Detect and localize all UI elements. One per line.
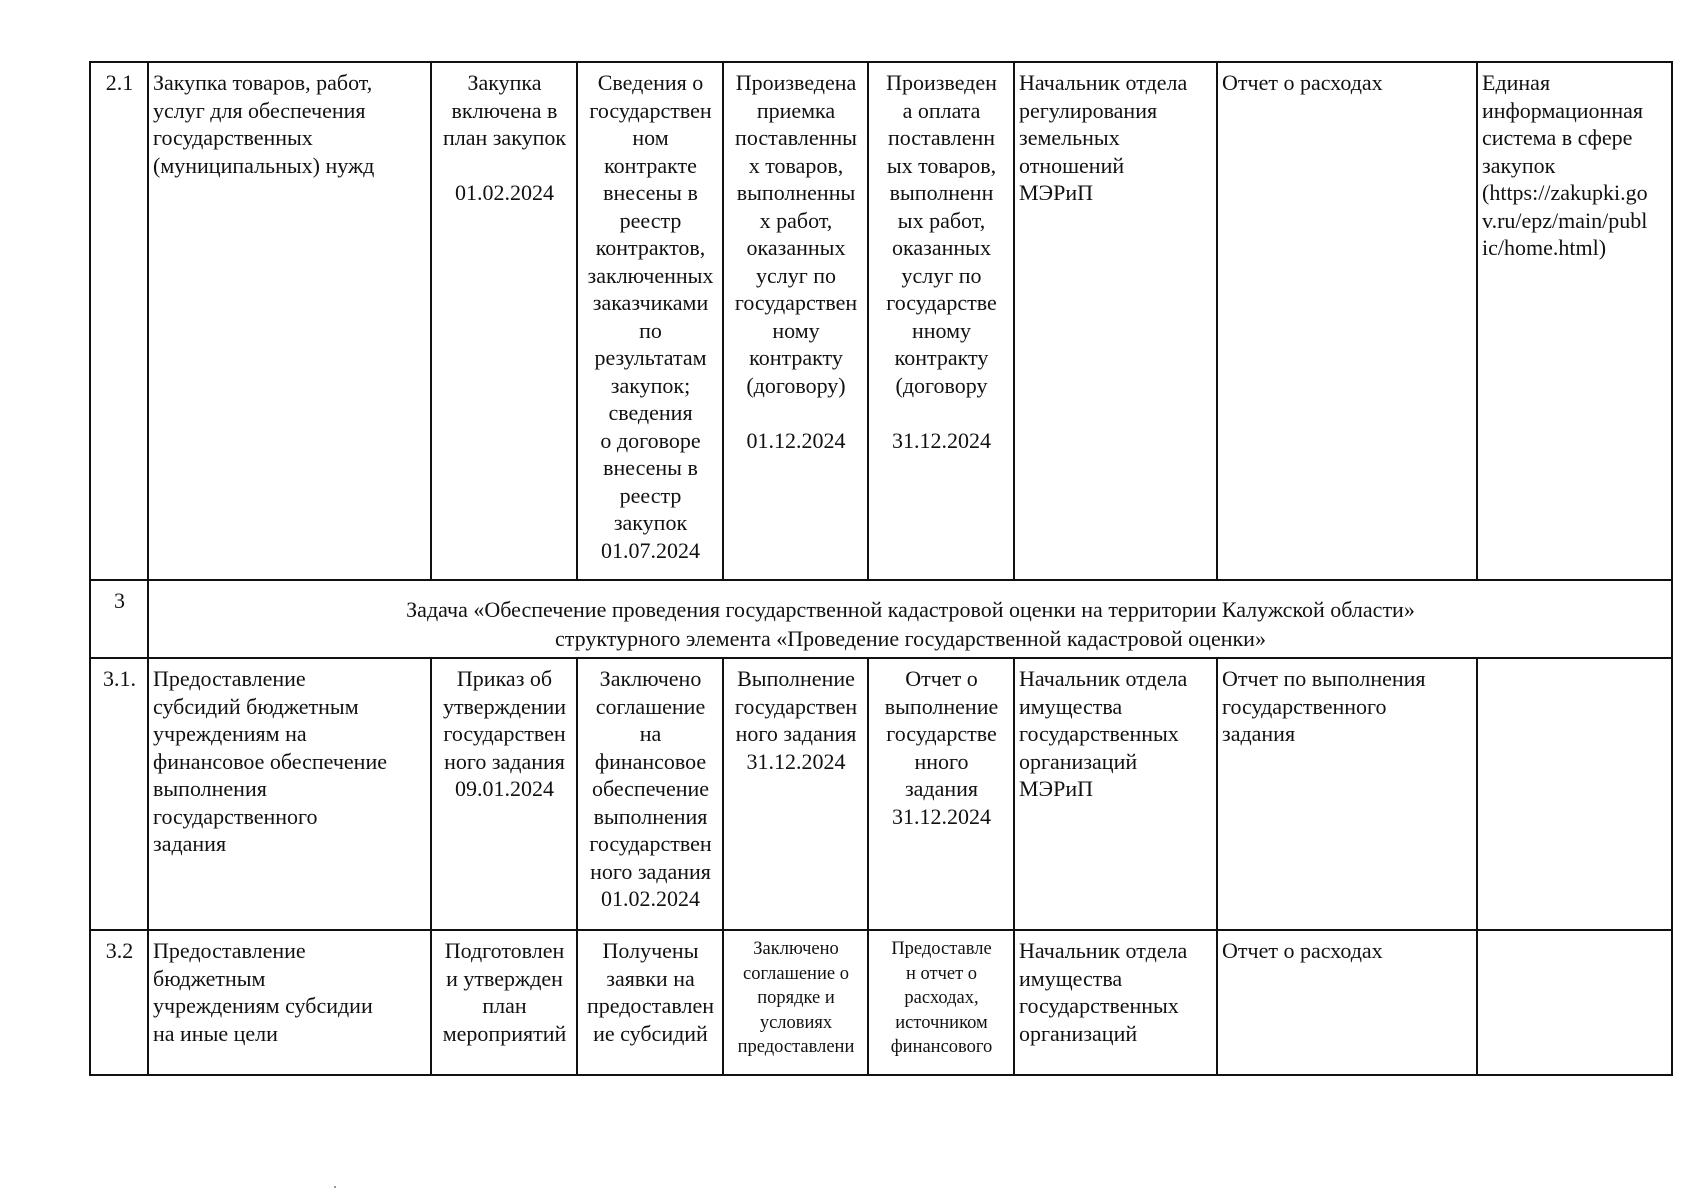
control-point-4-cell	[868, 930, 1014, 1075]
document-text: Отчет о расходах	[1222, 938, 1383, 963]
control-point-2-text: Заключено соглашение на финансовое обеспечение выполнения государствен ного задания 01.02.2024	[589, 666, 712, 911]
document-cell	[1217, 658, 1477, 930]
information-system-text	[1478, 931, 1671, 941]
control-point-2-cell	[577, 930, 723, 1075]
event-text: Закупка товаров, работ, услуг для обеспечения государственных (муниципальных) нужд	[153, 70, 375, 178]
information-system-cell	[1477, 930, 1672, 1075]
control-point-3-text: Произведена приемка поставленны х товаров, выполненны х работ, оказанных услуг по государствен ному контракту (договору) 01.12.2024	[734, 70, 858, 453]
information-system-text	[1478, 659, 1671, 669]
table-row	[90, 62, 1672, 580]
responsible-cell	[1014, 930, 1217, 1075]
control-point-1-cell	[431, 62, 577, 580]
responsible-text: Начальник отдела имущества государственных организаций МЭРиП	[1019, 666, 1188, 801]
event-cell	[148, 658, 431, 930]
row-number: 2.1	[105, 70, 134, 95]
control-point-1-text: Закупка включена в план закупок 01.02.2024	[442, 70, 567, 205]
document-cell	[1217, 62, 1477, 580]
control-point-1-cell	[431, 658, 577, 930]
row-number: 3.1.	[103, 666, 136, 691]
document-cell	[1217, 930, 1477, 1075]
control-point-2-cell	[577, 62, 723, 580]
control-point-4-cell	[868, 62, 1014, 580]
table-row	[90, 658, 1672, 930]
table-row	[90, 580, 1672, 658]
control-point-3-text: Выполнение государствен ного задания 31.12.2024	[734, 666, 858, 774]
control-point-4-text: Отчет о выполнение государстве нного задания 31.12.2024	[884, 666, 999, 829]
information-system-cell	[1477, 658, 1672, 930]
scan-speck	[334, 1186, 336, 1188]
event-text: Предоставление субсидий бюджетным учреждениям на финансовое обеспечение выполнения государственного задания	[153, 666, 387, 856]
information-system-cell	[1477, 62, 1672, 580]
responsible-cell	[1014, 658, 1217, 930]
table-row	[90, 930, 1672, 1075]
control-point-4-text: Произведен а оплата поставленн ых товаров, выполненн ых работ, оказанных услуг по государстве нному контракту (договору 31.12.2024	[886, 70, 997, 453]
information-system-text: Единая информационная система в сфере закупок (https://zakupki.go v.ru/epz/main/publ ic/home.html)	[1482, 70, 1648, 260]
control-point-3-text: Заключено соглашение о порядке и условиях предоставлени	[737, 939, 855, 1057]
control-point-2-text: Сведения о государствен ном контракте внесены в реестр контрактов, заключенных заказчиками по результатам закупок; сведения о договоре внесены в реестр закупок 01.07.2024	[587, 70, 714, 563]
responsible-cell	[1014, 62, 1217, 580]
row-number-cell	[90, 62, 148, 580]
task-title: Задача «Обеспечение проведения государственной кадастровой оценки на территории Калужской области» структурного элемента «Проведение государственной кадастровой оценки»	[406, 597, 1415, 651]
event-cell	[148, 62, 431, 580]
event-cell	[148, 930, 431, 1075]
responsible-text: Начальник отдела имущества государственных организаций	[1019, 938, 1188, 1046]
control-point-3-cell	[723, 930, 868, 1075]
document-text: Отчет о расходах	[1222, 70, 1383, 95]
control-point-3-cell	[723, 62, 868, 580]
row-number: 3.2	[105, 938, 134, 963]
responsible-text: Начальник отдела регулирования земельных отношений МЭРиП	[1019, 70, 1188, 205]
control-point-2-text: Получены заявки на предоставлен ие субсидий	[586, 938, 714, 1046]
control-point-1-cell	[431, 930, 577, 1075]
row-number-cell	[90, 658, 148, 930]
task-cell	[148, 580, 1672, 658]
control-point-3-cell	[723, 658, 868, 930]
document-text: Отчет по выполнения государственного задания	[1222, 666, 1426, 746]
control-point-1-text: Приказ об утверждении государствен ного задания 09.01.2024	[442, 666, 567, 801]
control-point-4-cell	[868, 658, 1014, 930]
control-point-2-cell	[577, 658, 723, 930]
control-point-1-text: Подготовлен и утвержден план мероприятий	[442, 938, 567, 1046]
control-point-4-text: Предоставле н отчет о расходах, источником финансового	[890, 939, 993, 1057]
row-number-cell	[90, 930, 148, 1075]
row-number-cell	[90, 580, 148, 658]
plan-table	[89, 61, 1673, 1076]
event-text: Предоставление бюджетным учреждениям субсидии на иные цели	[153, 938, 373, 1046]
row-number: 3	[114, 588, 125, 613]
